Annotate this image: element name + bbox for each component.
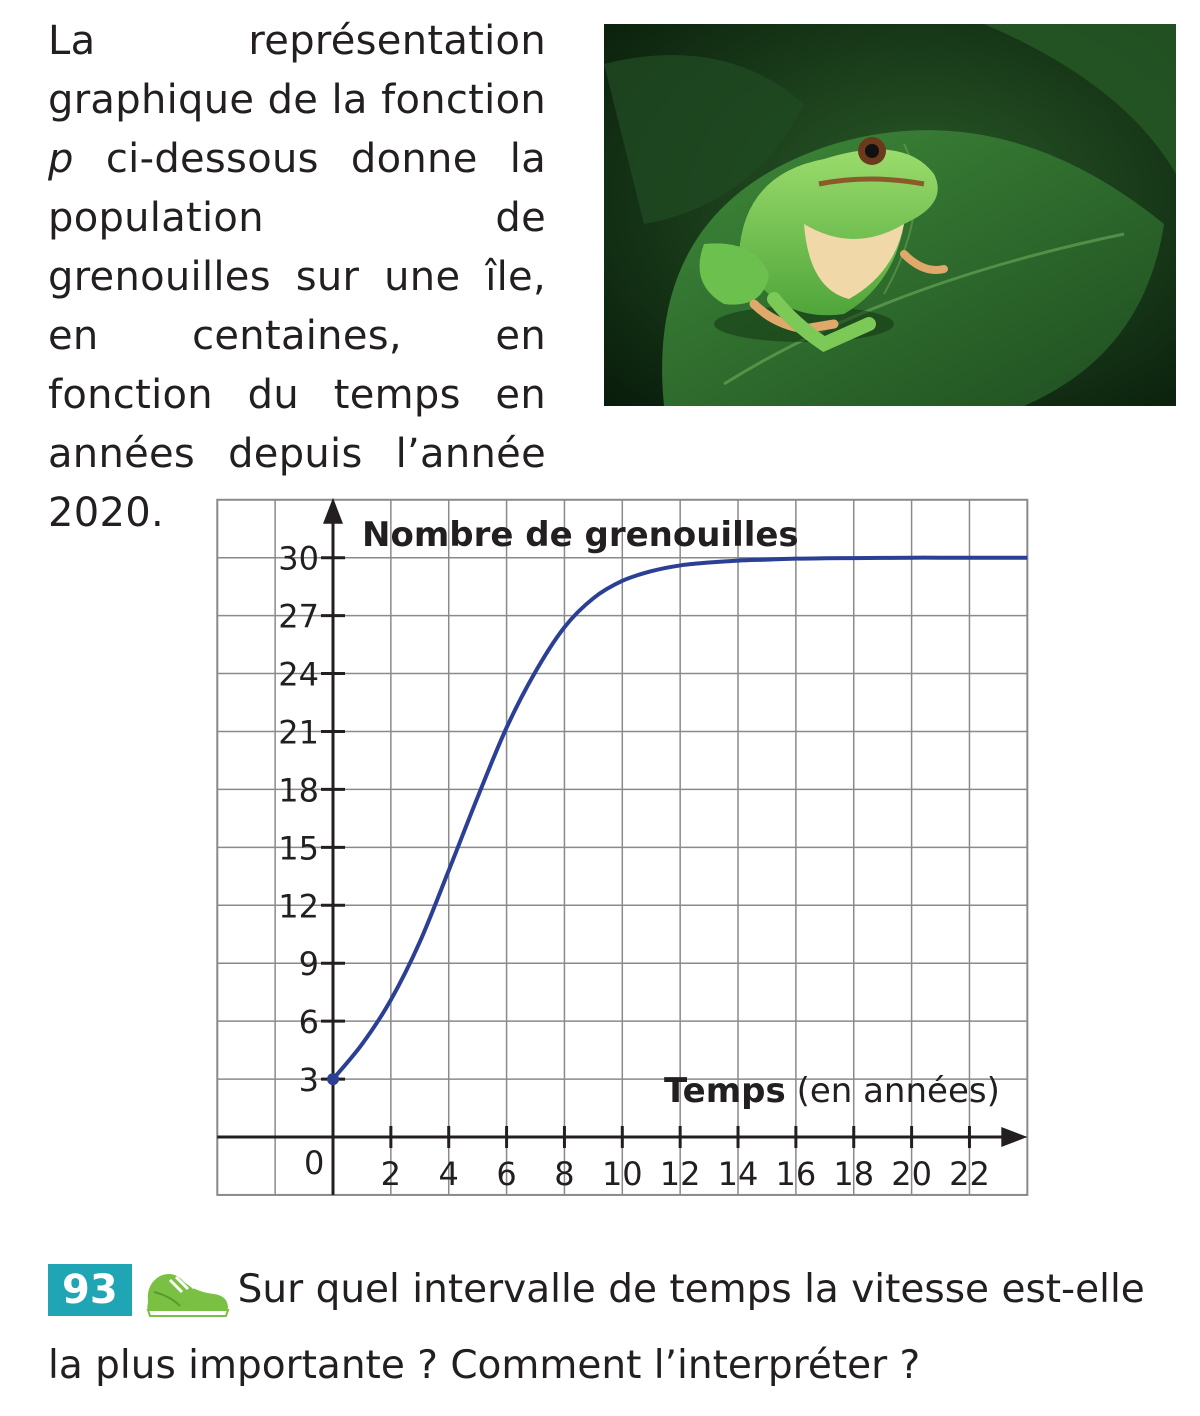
origin-label: 0 (304, 1144, 325, 1182)
y-axis-label: Nombre de grenouilles (362, 515, 799, 555)
x-tick-label: 22 (949, 1155, 990, 1193)
y-axis-arrow (323, 498, 343, 524)
x-axis-label-rest: (en années) (796, 1071, 1000, 1111)
x-tick-label: 16 (775, 1155, 817, 1193)
y-tick-label: 12 (278, 887, 319, 926)
y-tick-label: 21 (278, 713, 319, 752)
y-tick-label: 9 (298, 945, 319, 984)
x-axis-arrow (1001, 1127, 1027, 1147)
intro-text-before: La représentation graphique de la fonction (48, 18, 546, 123)
x-axis-label (664, 1071, 1000, 1111)
x-tick-label: 18 (833, 1155, 875, 1193)
x-tick-label: 6 (496, 1155, 517, 1193)
x-tick-label: 14 (717, 1155, 759, 1193)
green-sneaker-icon (140, 1262, 232, 1338)
x-tick-label: 4 (438, 1155, 459, 1193)
y-tick-label: 18 (278, 771, 319, 810)
y-tick-label: 27 (278, 597, 319, 636)
population-chart (0, 480, 1200, 1220)
frog-photo (604, 24, 1176, 406)
exercise-number-badge: 93 (48, 1264, 132, 1316)
intro-text-after: ci-dessous donne la population de grenouilles sur une île, en centaines, en fonction du temps en années depuis l’année 2020. (48, 136, 546, 536)
y-tick-label: 3 (298, 1061, 319, 1100)
y-tick-label: 15 (278, 829, 319, 868)
x-tick-label: 10 (601, 1155, 643, 1193)
x-axis-label-bold: Temps (664, 1071, 786, 1111)
exercise-93 (48, 1262, 1168, 1394)
y-tick-label: 6 (298, 1003, 319, 1042)
x-tick-label: 12 (659, 1155, 701, 1193)
start-point (327, 1073, 339, 1085)
intro-paragraph (48, 12, 546, 543)
x-tick-label: 2 (380, 1155, 402, 1193)
y-tick-label: 24 (278, 655, 319, 694)
exercise-question: Sur quel intervalle de temps la vitesse est-elle la plus importante ? Comment l’interpréter ? (48, 1267, 1145, 1388)
x-tick-label: 20 (891, 1155, 932, 1193)
function-name: p (48, 136, 74, 182)
y-tick-label: 30 (278, 539, 319, 578)
x-tick-label: 8 (554, 1155, 575, 1193)
